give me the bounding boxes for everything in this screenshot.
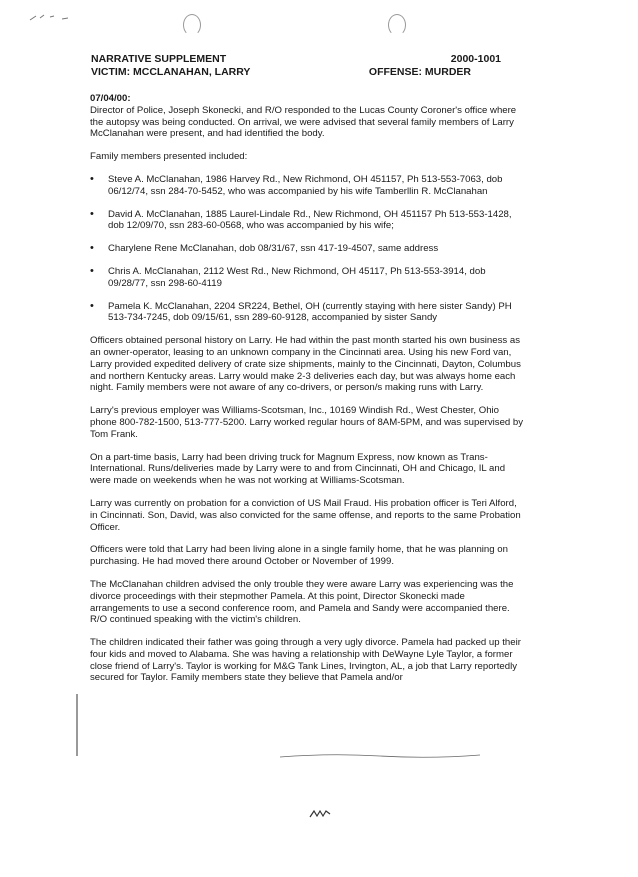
list-item-text: David A. McClanahan, 1885 Laurel-Lindale Rd., New Richmond, OH 451157 Ph 513-553-1428, dob 12/09/70, ssn 283-60-0568, who was accompanied by his wife; (108, 208, 512, 232)
bullet-icon: • (90, 242, 94, 255)
victim-line: VICTIM: MCCLANAHAN, LARRY (91, 66, 251, 78)
paragraph: Family members presented included: (90, 151, 248, 163)
stray-pen-mark (28, 10, 78, 24)
paragraph: Officers were told that Larry had been living alone in a single family home, that he was planning on purchasing. He had moved there around October or November of 1999. (90, 544, 508, 568)
header-title: NARRATIVE SUPPLEMENT (91, 53, 227, 65)
bullet-icon: • (90, 207, 94, 220)
list-item-text: Chris A. McClanahan, 2112 West Rd., New Richmond, OH 45117, Ph 513-553-3914, dob 09/28/77, ssn 298-60-4119 (108, 265, 486, 289)
paragraph: Larry was currently on probation for a conviction of US Mail Fraud. His probation officer is Teri Alford, in Cincinnati. Son, David, was also convicted for the same offense, and reports to the same Probation Officer. (90, 497, 521, 533)
paragraph: On a part-time basis, Larry had been driving truck for Magnum Express, now known as Trans-International. Runs/deliveries made by Larry were to and from Cincinnati, OH and Chicago, IL and were made on weekends when he was not working at Williams-Scotsman. (90, 451, 506, 487)
paragraph: Larry's previous employer was Williams-Scotsman, Inc., 10169 Windish Rd., West Chester, Ohio phone 800-782-1500, 513-777-5200. Larry worked regular hours of 8AM-5PM, and was supervised by Tom Frank. (90, 405, 524, 440)
bullet-icon: • (90, 172, 94, 185)
bullet-icon: • (90, 299, 94, 312)
paragraph: Officers obtained personal history on Larry. He had within the past month started his own business as an owner-operator, leasing to an unknown company in the Cincinnati area. Using his new Ford van, Larry provided expedited delivery of crate size shipments, mainly to the Cincinnati, Dayton, Columbus and northern Kentucky areas. Larry would make 2-3 deliveries each day, but was always home each night. Family members were not aware of any co-drivers, or person/s making runs with Larry. (90, 335, 521, 394)
case-number: 2000-1001 (450, 53, 501, 65)
list-item (90, 174, 526, 198)
paragraph: The children indicated their father was going through a very ugly divorce. Pamela had packed up their four kids and moved to Alabama. She was having a relationship with DeWayne Lyle Taylor, a former close friend of Larry's. Taylor is working for M&G Tank Lines, Irvington, AL, a job that Larry reportedly secured for Taylor. Family members state they believe that Pamela and/or (90, 637, 521, 684)
bullet-icon: • (90, 264, 94, 277)
list-item (90, 301, 526, 325)
punch-hole-mark-left (183, 14, 201, 36)
document-header (91, 53, 511, 79)
list-item-text: Charylene Rene McClanahan, dob 08/31/67, ssn 417-19-4507, same address (108, 243, 439, 255)
family-members-list (90, 174, 526, 324)
margin-bracket-mark (76, 694, 78, 756)
footer-initials-mark (308, 808, 332, 820)
handwritten-underline-mark (280, 753, 480, 759)
list-item-text: Steve A. McClanahan, 1986 Harvey Rd., New Richmond, OH 451157, Ph 513-553-7063, dob 06/12/74, ssn 284-70-5452, who was accompanied by his wife Tamberllin R. McClanahan (108, 173, 503, 197)
list-item (90, 243, 526, 255)
offense-line: OFFENSE: MURDER (368, 66, 471, 78)
narrative-body (90, 93, 526, 695)
entry-date: 07/04/00: (90, 93, 131, 104)
list-item (90, 266, 526, 290)
list-item (90, 209, 526, 233)
punch-hole-mark-right (388, 14, 406, 36)
paragraph: Director of Police, Joseph Skonecki, and R/O responded to the Lucas County Coroner's office where the autopsy was being conducted. On arrival, we were advised that several family members of Larry McClanahan were present, and had identified the body. (90, 104, 517, 140)
paragraph: The McClanahan children advised the only trouble they were aware Larry was experiencing was the divorce proceedings with their stepmother Pamela. At this point, Director Skonecki made arrangements to use a second conference room, and Pamela and Sandy were accompanied there. R/O continued speaking with the victim's children. (90, 578, 514, 626)
list-item-text: Pamela K. McClanahan, 2204 SR224, Bethel, OH (currently staying with here sister Sandy) PH 513-734-7245, dob 09/15/61, ssn 289-60-9128, accompanied by sister Sandy (108, 300, 512, 324)
